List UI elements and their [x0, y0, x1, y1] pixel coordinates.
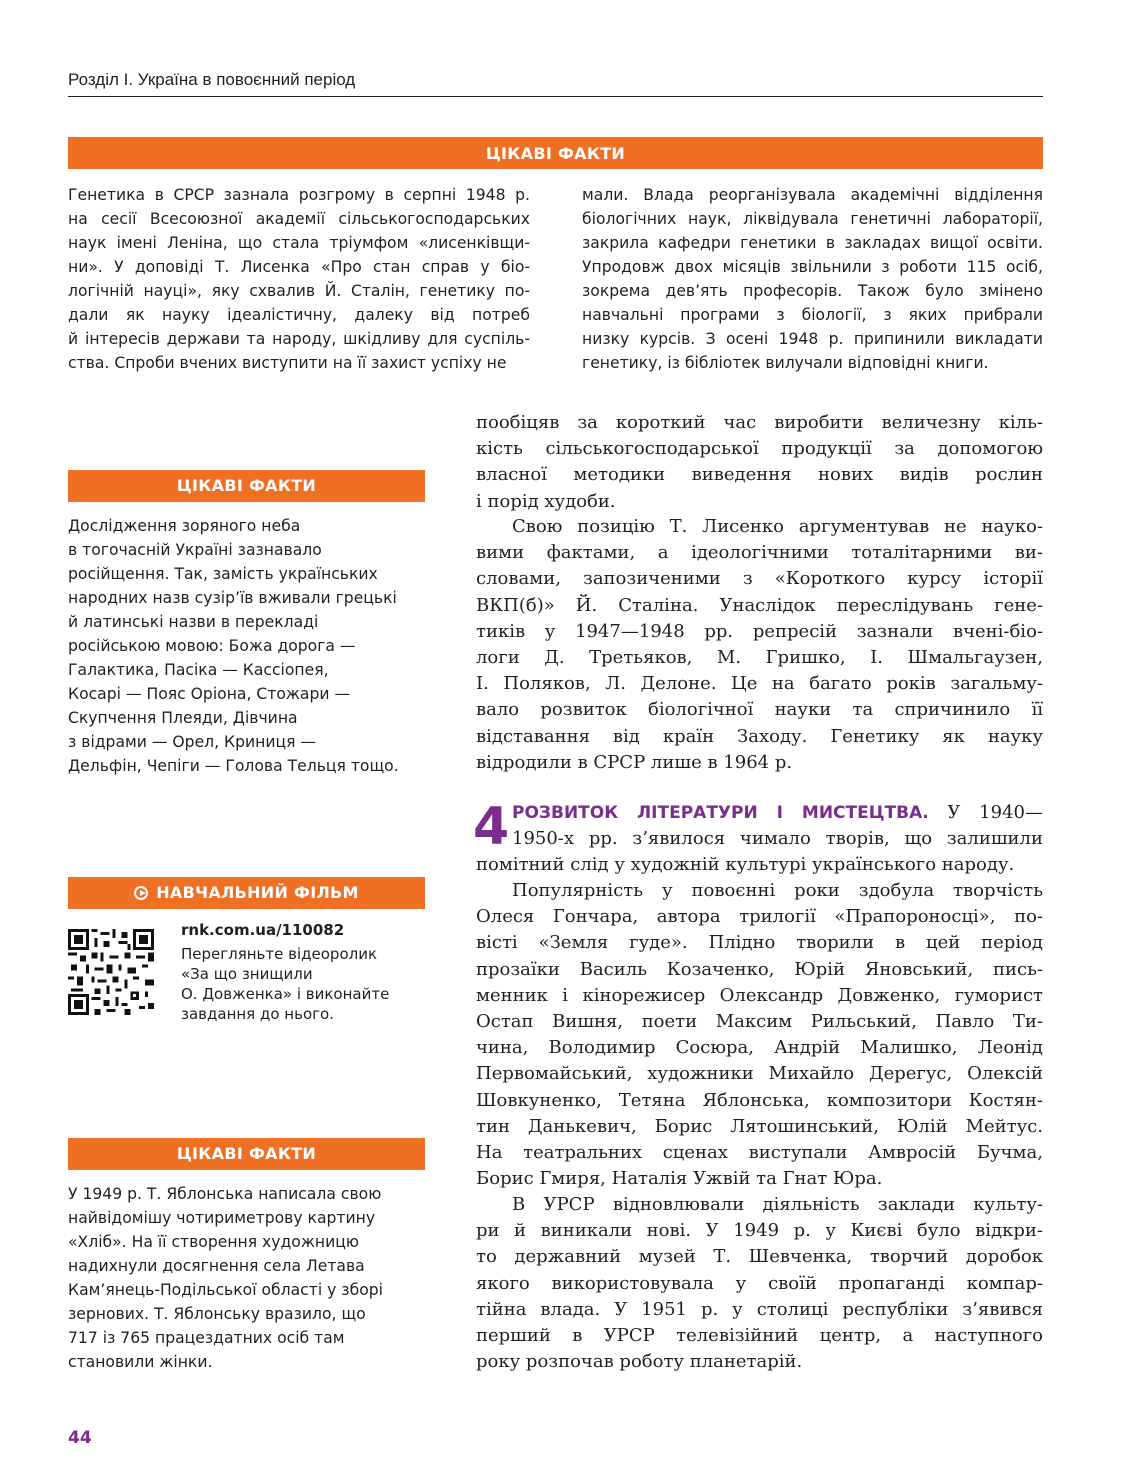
- text-line: якого використовувала у своїй пропаганді компар-: [476, 1272, 1043, 1294]
- text-line: На театральних сценах виступали Амвросій Бучма,: [476, 1142, 1043, 1164]
- facts-top-col1: [68, 183, 530, 375]
- facts-top-col2: [582, 183, 1043, 375]
- text-line: 717 із 765 працездатних осіб там: [68, 1329, 345, 1347]
- text-line: то державний музей Т. Шевченка, творчий доробок: [476, 1246, 1043, 1268]
- text-line: ни». У доповіді Т. Лисенка «Про стан справ у біо-: [68, 258, 530, 276]
- text-line: російською мовою: Божа дорога —: [68, 637, 356, 655]
- text-line: «За що знищили: [181, 965, 313, 983]
- text-line: тиків у 1947—1948 рр. репресій зазнали вчені-біо-: [476, 620, 1043, 642]
- text-line: Борис Гмиря, Наталія Ужвій та Гнат Юра.: [476, 1168, 883, 1190]
- text-line: російщення. Так, замість українських: [68, 565, 378, 583]
- main-block-3: [476, 878, 1043, 1192]
- main-block-2: [476, 514, 1043, 776]
- text-line: Олеся Гончара, автора трилогії «Прапороносці», по-: [476, 906, 1043, 928]
- text-line: Кам’янець-Подільської області у зборі: [68, 1281, 383, 1299]
- text-line: Косарі — Пояс Оріона, Стожари —: [68, 685, 351, 703]
- play-icon: [134, 886, 148, 900]
- text-line: перший в УРСР телевізійний центр, а наступного: [476, 1325, 1043, 1347]
- text-line: чина, Володимир Сосюра, Андрій Малишко, Леонід: [476, 1037, 1043, 1059]
- text-line: словами, запозиченими з «Короткого курсу історії: [476, 568, 1043, 590]
- text-line: тин Данькевич, Борис Лятошинський, Юлій Мейтус.: [476, 1115, 1043, 1137]
- text-line: Первомайський, художники Михайло Дерегус, Олексій: [476, 1063, 1043, 1085]
- text-line: В УРСР відновлювали діяльність заклади культу-: [512, 1194, 1043, 1215]
- text-line: пообіцяв за короткий час виробити величезну кіль-: [476, 412, 1043, 433]
- text-line: вісті «Земля гуде». Плідно творили в цей період: [476, 932, 1043, 954]
- text-line: вало розвиток біологічної науки та спричинило її: [476, 699, 1043, 721]
- text-line: закрила кафедри генетики в закладах вищої освіти.: [582, 234, 1043, 252]
- header-divider: [68, 96, 1043, 97]
- running-header: Розділ І. Україна в повоєнний період: [68, 70, 356, 89]
- text-line: зокрема дев’ять професорів. Також було змінено: [582, 282, 1043, 300]
- text-line: в тогочасній Україні зазнавало: [68, 541, 322, 559]
- text-line: О. Довженка» і виконайте: [181, 985, 390, 1003]
- text-line: низку курсів. З осені 1948 р. припинили викладати: [582, 330, 1043, 348]
- text-line: й латинські назви в перекладі: [68, 613, 319, 631]
- text-line: логічній науці», яку схвалив Й. Сталін, генетику по-: [68, 282, 530, 300]
- text-line: відставання від країн Заходу. Генетику як науку: [476, 725, 1043, 747]
- text-line: «Хліб». На її створення художницю: [68, 1233, 359, 1251]
- facts-stars-text: [68, 514, 438, 778]
- main-block-1: [476, 410, 1043, 515]
- text-line: дали як науку ідеалістичну, далеку від потреб: [68, 306, 530, 324]
- text-line: завдання до нього.: [181, 1005, 334, 1023]
- text-line: ВКП(б)» Й. Сталіна. Унаслідок переслідувань гене-: [476, 594, 1043, 616]
- text-line: Упродовж двох місяців звільнили з роботи 115 осіб,: [582, 258, 1043, 276]
- text-line: тійна влада. У 1951 р. у столиці республіки з’явився: [476, 1298, 1043, 1320]
- text-line: і порід худоби.: [476, 490, 616, 512]
- text-line: з відрами — Орел, Криниця —: [68, 733, 317, 751]
- qr-code-icon[interactable]: [68, 929, 154, 1015]
- text-line: навчальні програми з біології, з яких прибрали: [582, 306, 1043, 324]
- text-line: становили жінки.: [68, 1353, 213, 1371]
- film-heading-label: НАВЧАЛЬНИЙ ФІЛЬМ: [156, 883, 359, 902]
- text-line: У 1949 р. Т. Яблонська написала свою: [68, 1185, 382, 1203]
- section-title: РОЗВИТОК ЛІТЕРАТУРИ І МИСТЕЦТВА.: [512, 803, 929, 823]
- film-link[interactable]: rnk.com.ua/110082: [181, 921, 345, 939]
- text-line: менник і кінорежисер Олександр Довженко, гуморист: [476, 984, 1043, 1006]
- text-line: Остап Вишня, поети Максим Рильський, Павло Ти-: [476, 1011, 1043, 1033]
- text-line: надихнули досягнення села Летава: [68, 1257, 365, 1275]
- text-line: Галактика, Пасіка — Кассіопея,: [68, 661, 329, 679]
- text-line: мали. Влада реорганізувала академічні відділення: [582, 186, 1043, 204]
- text-line: кість сільськогосподарської продукції за допомогою: [476, 438, 1043, 460]
- text-line: вими фактами, а ідеологічними тоталітарними ви-: [476, 542, 1043, 564]
- text-line: наук імені Леніна, що стала тріумфом «лисенківщи-: [68, 234, 530, 252]
- text-line: зернових. Т. Яблонську вразило, що: [68, 1305, 366, 1323]
- text-line: народних назв сузір’їв вживали грецькі: [68, 589, 397, 607]
- text-line: генетику, із бібліотек вилучали відповідні книги.: [582, 354, 989, 372]
- text-line: року розпочав роботу планетарій.: [476, 1351, 803, 1373]
- text-line: Дослідження зоряного неба: [68, 517, 301, 535]
- text-line: Шовкуненко, Тетяна Яблонська, композитори Костян-: [476, 1089, 1043, 1111]
- section-number: 4: [473, 797, 510, 857]
- text-line: логи Д. Третьяков, М. Гришко, І. Шмальгаузен,: [476, 647, 1043, 669]
- text-line: найвідомішу чотириметрову картину: [68, 1209, 376, 1227]
- text-line: на сесії Всесоюзної академії сільськогосподарських: [68, 210, 530, 228]
- page-number: 44: [68, 1428, 92, 1448]
- film-heading: [68, 877, 425, 909]
- facts-heading-stars: ЦІКАВІ ФАКТИ: [68, 470, 425, 502]
- text-line: ри й виникали нові. У 1949 р. у Києві було відкри-: [476, 1220, 1043, 1242]
- text-line: Популярність у повоєнні роки здобула творчість: [512, 880, 1043, 901]
- text-line: Свою позицію Т. Лисенко аргументував не науко-: [512, 516, 1043, 537]
- section-intro-line-3: помітний слід у художній культурі українського народу.: [476, 854, 1015, 875]
- text-line: ства. Спроби вчених виступити на її захист успіху не: [68, 354, 507, 372]
- facts-bread-text: [68, 1182, 438, 1374]
- text-line: Перегляньте відеоролик: [181, 945, 378, 963]
- text-line: відродили в СРСР лише в 1964 р.: [476, 751, 793, 773]
- text-line: й інтересів держави та народу, шкідливу для суспіль-: [68, 330, 530, 348]
- text-line: І. Поляков, Л. Делоне. Це на багато років загальму-: [476, 673, 1043, 695]
- section-first-line: [512, 800, 1043, 826]
- text-line: Дельфін, Чепіги — Голова Тельця тощо.: [68, 757, 399, 775]
- text-line: Генетика в СРСР зазнала розгрому в серпні 1948 р.: [68, 186, 530, 204]
- section-intro-line-2: 1950-х рр. з’явилося чимало творів, що залишили: [512, 828, 1043, 849]
- text-line: біологічних наук, ліквідувала генетичні лабораторії,: [582, 210, 1043, 228]
- section-first-rest: У 1940—: [928, 802, 1043, 823]
- facts-heading-top: ЦІКАВІ ФАКТИ: [68, 137, 1043, 169]
- facts-heading-bread: ЦІКАВІ ФАКТИ: [68, 1138, 425, 1170]
- main-block-4: [476, 1192, 1043, 1375]
- text-line: прозаїки Василь Козаченко, Юрій Яновський, пись-: [476, 958, 1043, 980]
- text-line: власної методики виведення нових видів рослин: [476, 464, 1043, 486]
- film-description: [181, 944, 421, 1024]
- text-line: Скупчення Плеяди, Дівчина: [68, 709, 298, 727]
